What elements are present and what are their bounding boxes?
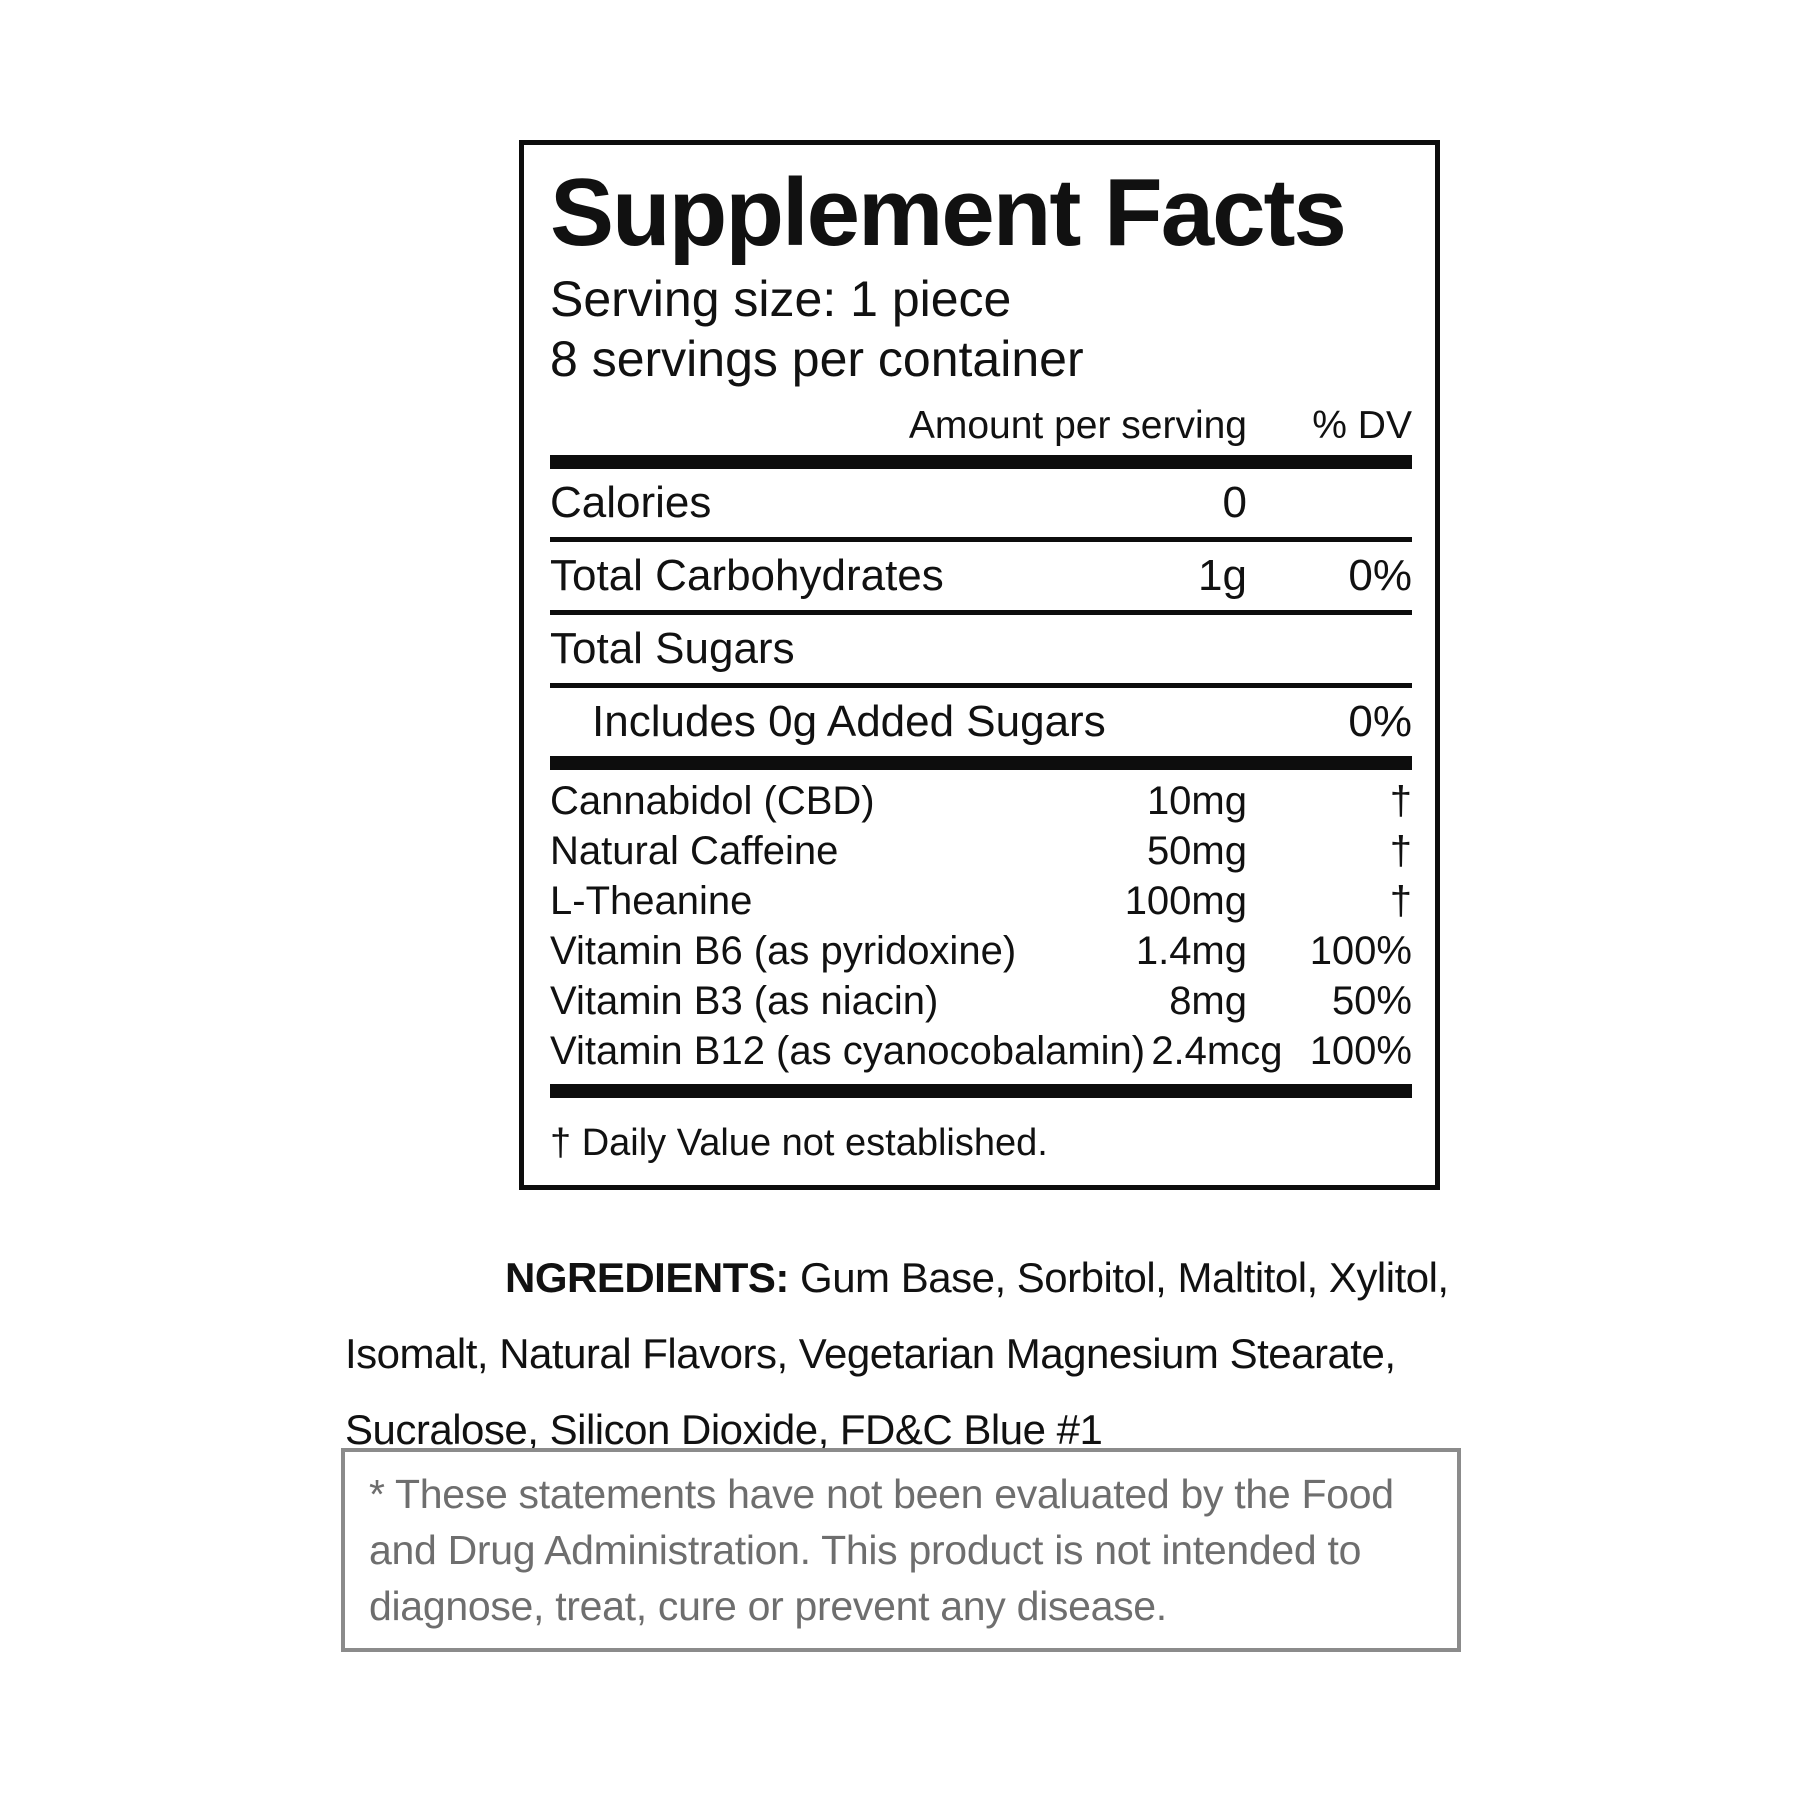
table-row-total-sugars: [550, 615, 1412, 683]
nutrient-dv: 100%: [1309, 1029, 1412, 1073]
nutrient-dv: 0%: [1348, 551, 1412, 600]
column-header-row: [550, 403, 1412, 449]
active-ingredients-section: [550, 776, 1412, 1076]
percent-dv-header: % DV: [1312, 404, 1412, 447]
nutrient-dv-dagger: †: [1389, 779, 1412, 823]
table-row-vitamin-b3: [550, 976, 1412, 1026]
nutrient-dv: 50%: [1331, 979, 1412, 1023]
nutrient-dv: 0%: [1348, 697, 1412, 746]
thick-divider-top: [550, 455, 1412, 469]
supplement-facts-panel: [519, 140, 1440, 1190]
table-row-total-carbohydrates: [550, 542, 1412, 610]
ingredients-line-3: Sucralose, Silicon Dioxide, FD&C Blue #1: [345, 1406, 1103, 1453]
nutrient-amount: 50mg: [1146, 829, 1247, 873]
ingredients-line-1: [345, 1240, 1470, 1316]
nutrient-amount: 1g: [1198, 551, 1247, 600]
table-row-caffeine: [550, 826, 1412, 876]
disclaimer-line-2: and Drug Administration. This product is not intended to: [369, 1527, 1362, 1573]
ingredients-paragraph: [345, 1240, 1470, 1468]
nutrient-dv: 100%: [1309, 929, 1412, 973]
nutrient-amount: 8mg: [1169, 979, 1247, 1023]
nutrient-amount: 1.4mg: [1135, 929, 1247, 973]
nutrient-dv-dagger: †: [1389, 829, 1412, 873]
table-row-vitamin-b6: [550, 926, 1412, 976]
table-row-added-sugars: [550, 688, 1412, 756]
ingredients-label: NGREDIENTS:: [505, 1254, 789, 1301]
nutrient-amount: 2.4mcg: [1151, 1029, 1283, 1073]
nutrient-name: Calories: [550, 478, 712, 527]
table-row-calories: [550, 469, 1412, 537]
fda-disclaimer-box: [341, 1448, 1461, 1652]
nutrient-dv-dagger: †: [1389, 879, 1412, 923]
panel-title: Supplement Facts: [550, 159, 1345, 266]
nutrient-name: L-Theanine: [550, 879, 753, 923]
nutrient-name: Natural Caffeine: [550, 829, 839, 873]
disclaimer-line-3: diagnose, treat, cure or prevent any disease.: [369, 1583, 1167, 1629]
disclaimer-line-1: * These statements have not been evaluated by the Food: [369, 1471, 1394, 1517]
nutrient-name: Vitamin B12 (as cyanocobalamin): [550, 1029, 1146, 1073]
table-row-l-theanine: [550, 876, 1412, 926]
table-row-cbd: [550, 776, 1412, 826]
daily-value-footnote: † Daily Value not established.: [550, 1122, 1048, 1164]
servings-per-container-line: 8 servings per container: [550, 331, 1084, 387]
nutrient-name: Includes 0g Added Sugars: [592, 697, 1106, 746]
serving-size-line: Serving size: 1 piece: [550, 271, 1012, 327]
thick-divider-middle: [550, 756, 1412, 770]
nutrient-name: Vitamin B6 (as pyridoxine): [550, 929, 1017, 973]
amount-per-serving-header: Amount per serving: [908, 404, 1247, 447]
nutrient-name: Total Sugars: [550, 624, 795, 673]
nutrient-amount: 10mg: [1146, 779, 1247, 823]
nutrient-name: Cannabidol (CBD): [550, 779, 875, 823]
nutrient-amount: 0: [1222, 478, 1247, 527]
ingredients-line-1-text: Gum Base, Sorbitol, Maltitol, Xylitol,: [788, 1254, 1449, 1301]
nutrient-name: Total Carbohydrates: [550, 551, 944, 600]
ingredients-line-2: Isomalt, Natural Flavors, Vegetarian Magnesium Stearate,: [345, 1330, 1396, 1377]
table-row-vitamin-b12: [550, 1026, 1412, 1076]
thick-divider-bottom: [550, 1084, 1412, 1098]
nutrient-amount: 100mg: [1124, 879, 1247, 923]
nutrient-name: Vitamin B3 (as niacin): [550, 979, 939, 1023]
